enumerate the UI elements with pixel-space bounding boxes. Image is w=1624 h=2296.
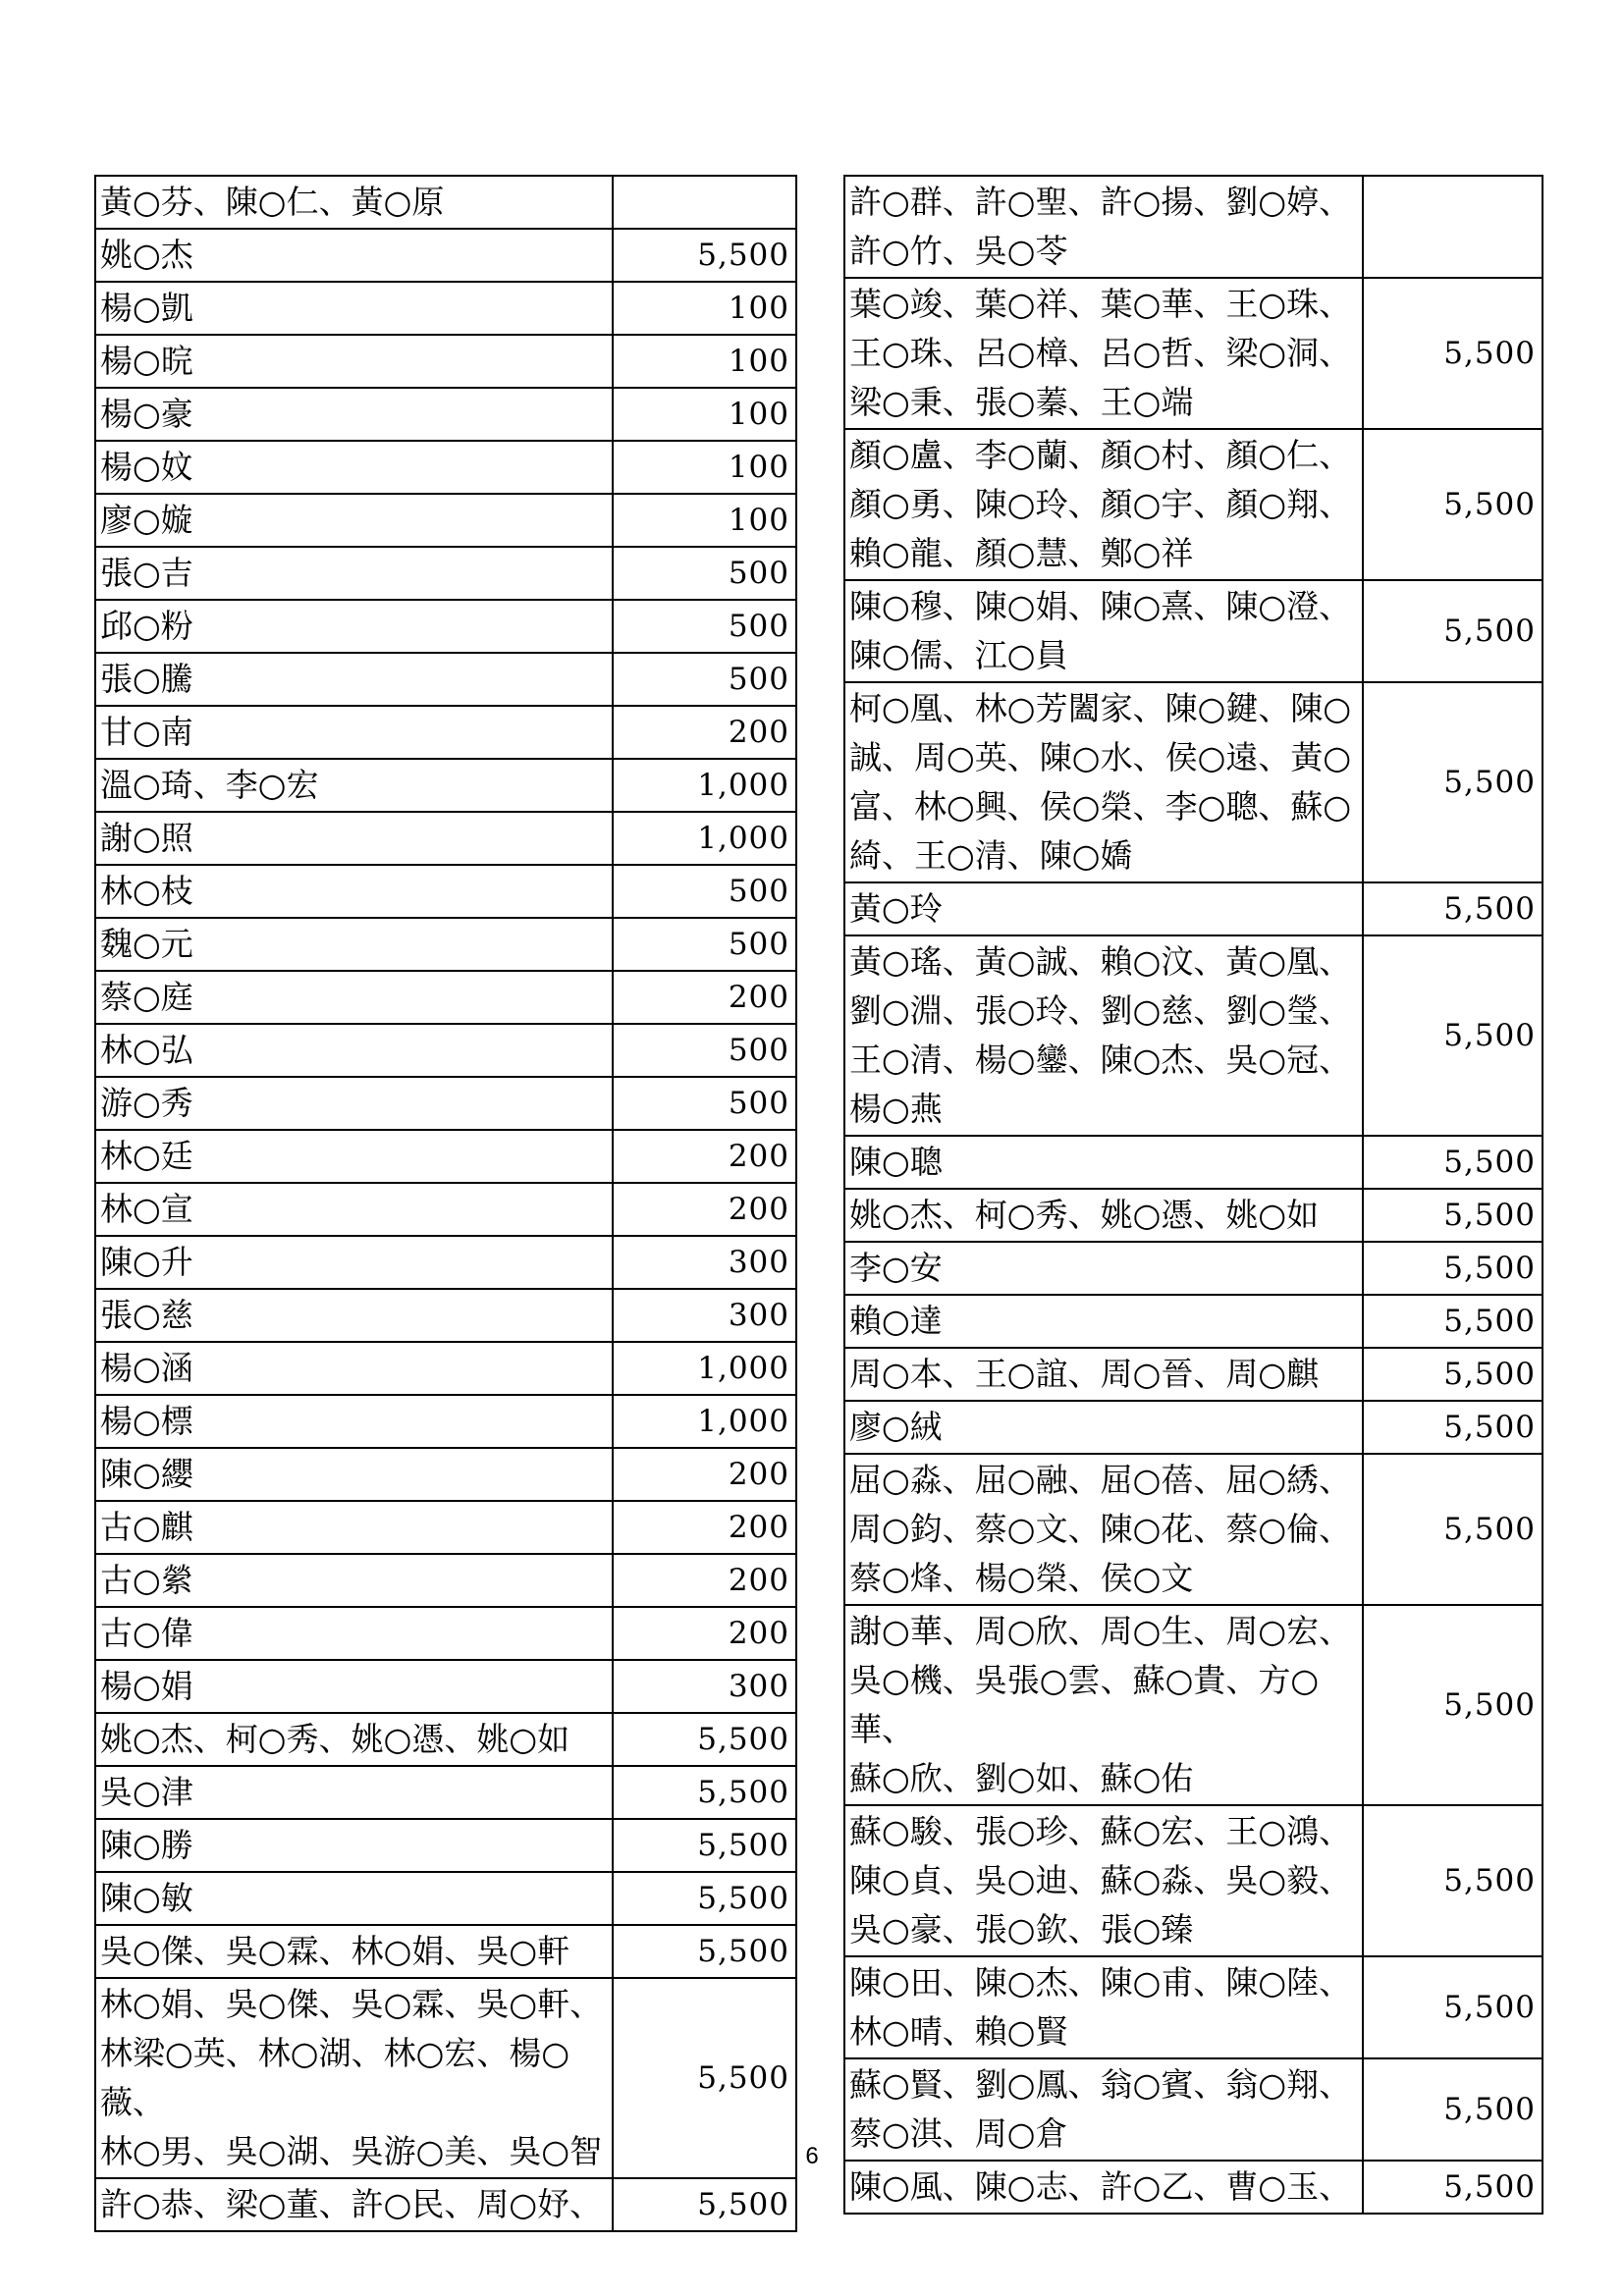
donation-amount: 1,000: [613, 1395, 796, 1448]
donor-names: 陳○穆、陳○娟、陳○熹、陳○澄、 陳○儒、江○員: [844, 580, 1363, 682]
donation-amount: 5,500: [1363, 1454, 1543, 1605]
table-row: [95, 1448, 796, 1501]
table-row: [844, 429, 1543, 580]
table-row: [95, 1342, 796, 1395]
donation-amount: 5,500: [1363, 1295, 1543, 1348]
donation-amount: 500: [613, 1024, 796, 1077]
donation-amount: 300: [613, 1289, 796, 1342]
donor-names: 張○騰: [95, 653, 613, 706]
table-row: [95, 706, 796, 759]
table-row: [95, 653, 796, 706]
donation-amount: 5,500: [1363, 1956, 1543, 2058]
table-row: [844, 1136, 1543, 1189]
donation-amount: 500: [613, 600, 796, 653]
donor-names: 楊○標: [95, 1395, 613, 1448]
donation-amount: 500: [613, 547, 796, 600]
donor-names: 古○縈: [95, 1554, 613, 1607]
table-row: [95, 176, 796, 229]
donor-names: 吳○津: [95, 1766, 613, 1819]
donor-names: 陳○聰: [844, 1136, 1363, 1189]
donor-names: 林○枝: [95, 865, 613, 918]
table-row: [95, 1130, 796, 1183]
donation-amount: 100: [613, 388, 796, 441]
donor-names: 陳○勝: [95, 1819, 613, 1872]
donor-names: 蘇○駿、張○珍、蘇○宏、王○鴻、 陳○貞、吳○迪、蘇○淼、吳○毅、 吳○豪、張○欽、張○臻: [844, 1805, 1363, 1956]
donor-names: 李○安: [844, 1242, 1363, 1295]
donation-amount: 5,500: [613, 1713, 796, 1766]
donor-names: 楊○涵: [95, 1342, 613, 1395]
table-row: [844, 1401, 1543, 1454]
table-row: [844, 278, 1543, 429]
donation-amount: 5,500: [613, 1819, 796, 1872]
donation-amount: 5,500: [613, 1766, 796, 1819]
donation-amount: 500: [613, 865, 796, 918]
donation-amount: 5,500: [1363, 2161, 1543, 2214]
table-row: [844, 1242, 1543, 1295]
table-row: [95, 865, 796, 918]
donation-amount: 200: [613, 1183, 796, 1236]
table-row: [844, 1805, 1543, 1956]
table-row: [844, 882, 1543, 935]
donor-names: 陳○升: [95, 1236, 613, 1289]
donation-amount: 200: [613, 1607, 796, 1660]
donation-amount: 500: [613, 653, 796, 706]
table-row: [844, 682, 1543, 882]
donor-names: 許○恭、梁○董、許○民、周○妤、: [95, 2178, 613, 2231]
table-row: [95, 547, 796, 600]
donor-names: 廖○絨: [844, 1401, 1363, 1454]
donor-names: 古○麒: [95, 1501, 613, 1554]
donor-names: 謝○照: [95, 812, 613, 865]
donation-amount: 5,500: [1363, 580, 1543, 682]
donation-amount: [613, 176, 796, 229]
table-row: [95, 1024, 796, 1077]
donation-amount: 200: [613, 706, 796, 759]
table-row: [95, 1395, 796, 1448]
donation-amount: 5,500: [613, 2178, 796, 2231]
table-row: [844, 1295, 1543, 1348]
donor-names: 黃○瑤、黃○誠、賴○汶、黃○凰、 劉○淵、張○玲、劉○慈、劉○瑩、 王○清、楊○鑾、陳○杰、吳○冠、 楊○燕: [844, 935, 1363, 1136]
donor-names: 周○本、王○誼、周○晉、周○麒: [844, 1348, 1363, 1401]
table-row: [844, 1348, 1543, 1401]
table-row: [95, 918, 796, 971]
table-row: [844, 580, 1543, 682]
donor-names: 許○群、許○聖、許○揚、劉○婷、 許○竹、吳○苓: [844, 176, 1363, 278]
table-row: [95, 1289, 796, 1342]
donor-names: 謝○華、周○欣、周○生、周○宏、 吳○機、吳張○雲、蘇○貴、方○華、 蘇○欣、劉○如、蘇○佑: [844, 1605, 1363, 1805]
table-row: [844, 1605, 1543, 1805]
donation-amount: 200: [613, 1448, 796, 1501]
donation-amount: 5,500: [1363, 882, 1543, 935]
table-row: [95, 1766, 796, 1819]
donation-amount: [1363, 176, 1543, 278]
donation-amount: 300: [613, 1660, 796, 1713]
table-row: [844, 176, 1543, 278]
donation-amount: 100: [613, 441, 796, 494]
donation-amount: 200: [613, 1554, 796, 1607]
table-row: [95, 600, 796, 653]
table-row: [95, 229, 796, 282]
donation-amount: 200: [613, 1501, 796, 1554]
donation-amount: 5,500: [1363, 1348, 1543, 1401]
table-row: [95, 441, 796, 494]
donation-amount: 5,500: [1363, 2058, 1543, 2161]
donor-names: 楊○妏: [95, 441, 613, 494]
donation-amount: 100: [613, 494, 796, 547]
donor-names: 張○慈: [95, 1289, 613, 1342]
table-row: [95, 388, 796, 441]
donor-names: 楊○凱: [95, 282, 613, 335]
table-row: [95, 282, 796, 335]
table-row: [95, 335, 796, 388]
donation-amount: 1,000: [613, 1342, 796, 1395]
table-row: [95, 494, 796, 547]
donor-names: 陳○風、陳○志、許○乙、曹○玉、: [844, 2161, 1363, 2214]
donor-names: 黃○芬、陳○仁、黃○原: [95, 176, 613, 229]
donor-names: 溫○琦、李○宏: [95, 759, 613, 812]
table-row: [844, 1454, 1543, 1605]
donation-amount: 200: [613, 1130, 796, 1183]
table-row: [95, 1501, 796, 1554]
donor-names: 顏○盧、李○蘭、顏○村、顏○仁、 顏○勇、陳○玲、顏○宇、顏○翔、 賴○龍、顏○慧、鄭○祥: [844, 429, 1363, 580]
donation-amount: 5,500: [613, 1978, 796, 2178]
donor-names: 張○吉: [95, 547, 613, 600]
donor-names: 廖○嫙: [95, 494, 613, 547]
donor-names: 賴○達: [844, 1295, 1363, 1348]
donor-names: 吳○傑、吳○霖、林○娟、吳○軒: [95, 1925, 613, 1978]
donor-names: 葉○竣、葉○祥、葉○華、王○珠、 王○珠、呂○樟、呂○哲、梁○洞、 梁○秉、張○蓁、王○端: [844, 278, 1363, 429]
donation-amount: 5,500: [1363, 1136, 1543, 1189]
table-row: [95, 971, 796, 1024]
donor-names: 蘇○賢、劉○鳳、翁○賓、翁○翔、 蔡○淇、周○倉: [844, 2058, 1363, 2161]
donation-amount: 5,500: [1363, 429, 1543, 580]
table-row: [95, 1819, 796, 1872]
donation-amount: 5,500: [613, 1872, 796, 1925]
donor-names: 楊○豪: [95, 388, 613, 441]
donor-names: 甘○南: [95, 706, 613, 759]
table-row: [95, 1554, 796, 1607]
right-donation-table: [843, 175, 1543, 2215]
donation-amount: 1,000: [613, 812, 796, 865]
donor-names: 柯○凰、林○芳闔家、陳○鍵、陳○ 誠、周○英、陳○水、侯○遠、黃○ 富、林○興、侯○榮、李○聰、蘇○ 綺、王○清、陳○嬌: [844, 682, 1363, 882]
donor-names: 陳○敏: [95, 1872, 613, 1925]
donor-names: 邱○粉: [95, 600, 613, 653]
donation-amount: 5,500: [1363, 278, 1543, 429]
donation-amount: 1,000: [613, 759, 796, 812]
donor-names: 屈○淼、屈○融、屈○蓓、屈○綉、 周○鈞、蔡○文、陳○花、蔡○倫、 蔡○烽、楊○榮、侯○文: [844, 1454, 1363, 1605]
donation-amount: 100: [613, 335, 796, 388]
donation-amount: 5,500: [613, 229, 796, 282]
table-row: [95, 1660, 796, 1713]
table-row: [95, 1183, 796, 1236]
donor-names: 姚○杰、柯○秀、姚○憑、姚○如: [95, 1713, 613, 1766]
table-row: [95, 1872, 796, 1925]
donation-amount: 5,500: [1363, 1605, 1543, 1805]
table-row: [844, 1189, 1543, 1242]
donor-names: 游○秀: [95, 1077, 613, 1130]
donor-names: 蔡○庭: [95, 971, 613, 1024]
table-row: [95, 1713, 796, 1766]
table-row: [95, 1925, 796, 1978]
donation-amount: 5,500: [613, 1925, 796, 1978]
table-row: [95, 1236, 796, 1289]
donation-amount: 5,500: [1363, 1189, 1543, 1242]
donation-amount: 200: [613, 971, 796, 1024]
donor-names: 魏○元: [95, 918, 613, 971]
donor-names: 陳○田、陳○杰、陳○甫、陳○陸、 林○晴、賴○賢: [844, 1956, 1363, 2058]
donor-names: 林○弘: [95, 1024, 613, 1077]
table-row: [844, 935, 1543, 1136]
table-row: [95, 2178, 796, 2231]
donor-names: 姚○杰、柯○秀、姚○憑、姚○如: [844, 1189, 1363, 1242]
donor-names: 林○宣: [95, 1183, 613, 1236]
donor-names: 林○娟、吳○傑、吳○霖、吳○軒、 林梁○英、林○湖、林○宏、楊○薇、 林○男、吳○湖、吳游○美、吳○智: [95, 1978, 613, 2178]
donor-names: 黃○玲: [844, 882, 1363, 935]
donation-amount: 500: [613, 918, 796, 971]
donor-names: 楊○娟: [95, 1660, 613, 1713]
donation-amount: 300: [613, 1236, 796, 1289]
donor-names: 楊○晥: [95, 335, 613, 388]
donor-names: 古○偉: [95, 1607, 613, 1660]
donation-amount: 5,500: [1363, 1401, 1543, 1454]
table-row: [95, 812, 796, 865]
donor-names: 陳○纓: [95, 1448, 613, 1501]
donation-amount: 5,500: [1363, 1805, 1543, 1956]
donor-names: 姚○杰: [95, 229, 613, 282]
left-donation-table: [94, 175, 797, 2232]
table-row: [95, 1607, 796, 1660]
donor-names: 林○廷: [95, 1130, 613, 1183]
donation-amount: 5,500: [1363, 935, 1543, 1136]
table-row: [844, 1956, 1543, 2058]
donation-amount: 5,500: [1363, 682, 1543, 882]
table-row: [95, 759, 796, 812]
donation-amount: 5,500: [1363, 1242, 1543, 1295]
donation-amount: 500: [613, 1077, 796, 1130]
table-row: [95, 1077, 796, 1130]
page-number: 6: [805, 2143, 819, 2169]
donation-amount: 100: [613, 282, 796, 335]
